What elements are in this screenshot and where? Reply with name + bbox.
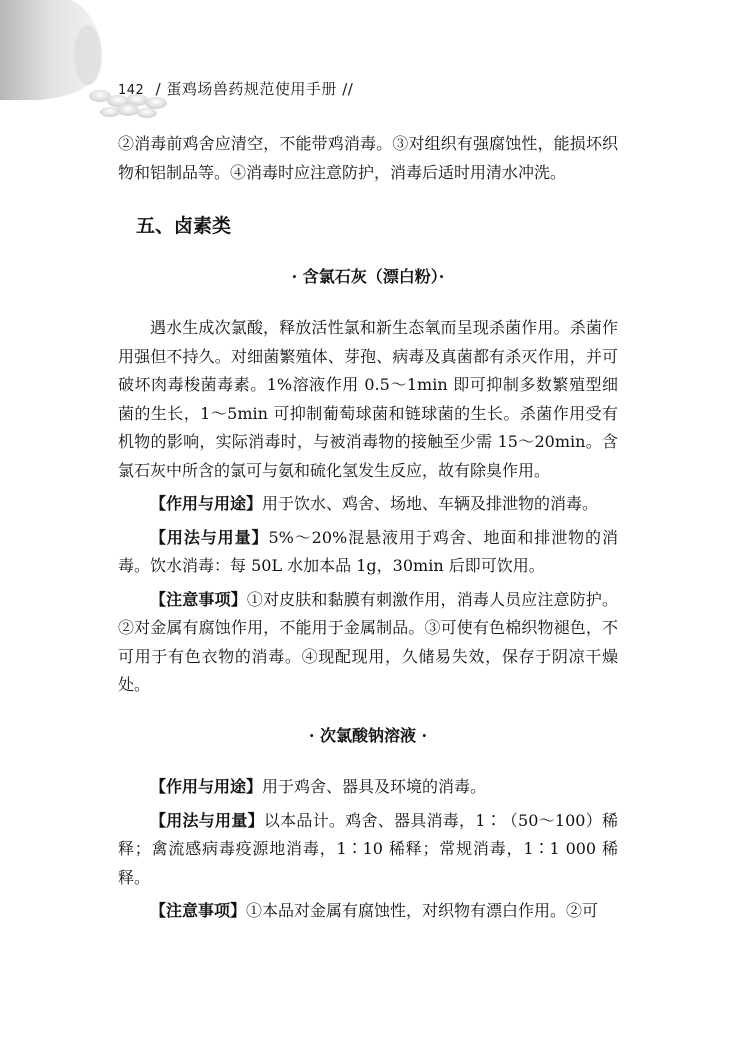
notes-label: 【注意事项】 xyxy=(150,901,247,920)
dosage-text: 以本品计。鸡舍、器具消毒，1∶（50～100）稀释；禽流感病毒疫源地消毒，1∶10 稀释；常规消毒，1∶1 000 稀释。 xyxy=(118,810,618,887)
page-body xyxy=(118,130,618,931)
section-title: 五、卤素类 xyxy=(136,215,232,237)
pill-bottle-icon xyxy=(0,0,200,130)
dosage-label: 【用法与用量】 xyxy=(150,810,264,830)
running-title: / 蛋鸡场兽药规范使用手册 // xyxy=(155,80,354,98)
dosage-paragraph xyxy=(118,524,618,581)
continued-paragraph: ②消毒前鸡舍应清空，不能带鸡消毒。③对组织有强腐蚀性，能损坏织物和铝制品等。④消毒时应注意防护，消毒后适时用清水冲洗。 xyxy=(118,134,618,182)
usage-label: 【作用与用途】 xyxy=(150,494,263,513)
running-header xyxy=(118,78,353,99)
product-description: 遇水生成次氯酸，释放活性氯和新生态氧而呈现杀菌作用。杀菌作用强但不持久。对细菌繁殖体、芽孢、病毒及真菌都有杀灭作用，并可破坏肉毒梭菌毒素。1%溶液作用 0.5～1min 即可抑制多数繁殖型细菌的生长，1～5min 可抑制葡萄球菌和链球菌的生长。杀菌作用受有机物的影响，实际消毒时，与被消毒物的接触至少需 15～20min。含氯石灰中所含的氯可与氨和硫化氢发生反应，故有除臭作用。 xyxy=(118,318,618,480)
notes-label: 【注意事项】 xyxy=(150,589,247,609)
notes-paragraph xyxy=(118,897,618,926)
pill-bottle-decoration xyxy=(0,0,200,130)
dosage-text: 5%～20%混悬液用于鸡舍、地面和排泄物的消毒。饮水消毒：每 50L 水加本品 1g，30min 后即可饮用。 xyxy=(118,527,618,575)
usage-text: 用于饮水、鸡舍、场地、车辆及排泄物的消毒。 xyxy=(262,494,599,513)
notes-text: ①对皮肤和黏膜有刺激作用，消毒人员应注意防护。②对金属有腐蚀作用，不能用于金属制品。③可使有色棉织物褪色，不可用于有色衣物的消毒。④现配现用，久储易失效，保存于阴凉干燥处。 xyxy=(118,589,618,694)
product-title-chlorinated-lime: · 含氯石灰（漂白粉）· xyxy=(291,266,445,286)
notes-paragraph xyxy=(118,586,618,700)
usage-paragraph xyxy=(118,773,618,802)
dosage-label: 【用法与用量】 xyxy=(150,527,269,547)
page-number: 142 xyxy=(118,83,145,98)
usage-text: 用于鸡舍、器具及环境的消毒。 xyxy=(262,777,487,796)
usage-paragraph xyxy=(118,490,618,519)
dosage-paragraph xyxy=(118,807,618,893)
notes-text: ①本品对金属有腐蚀性，对织物有漂白作用。②可 xyxy=(246,901,599,920)
usage-label: 【作用与用途】 xyxy=(150,777,263,796)
product-title-sodium-hypochlorite: · 次氯酸钠溶液 · xyxy=(308,725,428,745)
